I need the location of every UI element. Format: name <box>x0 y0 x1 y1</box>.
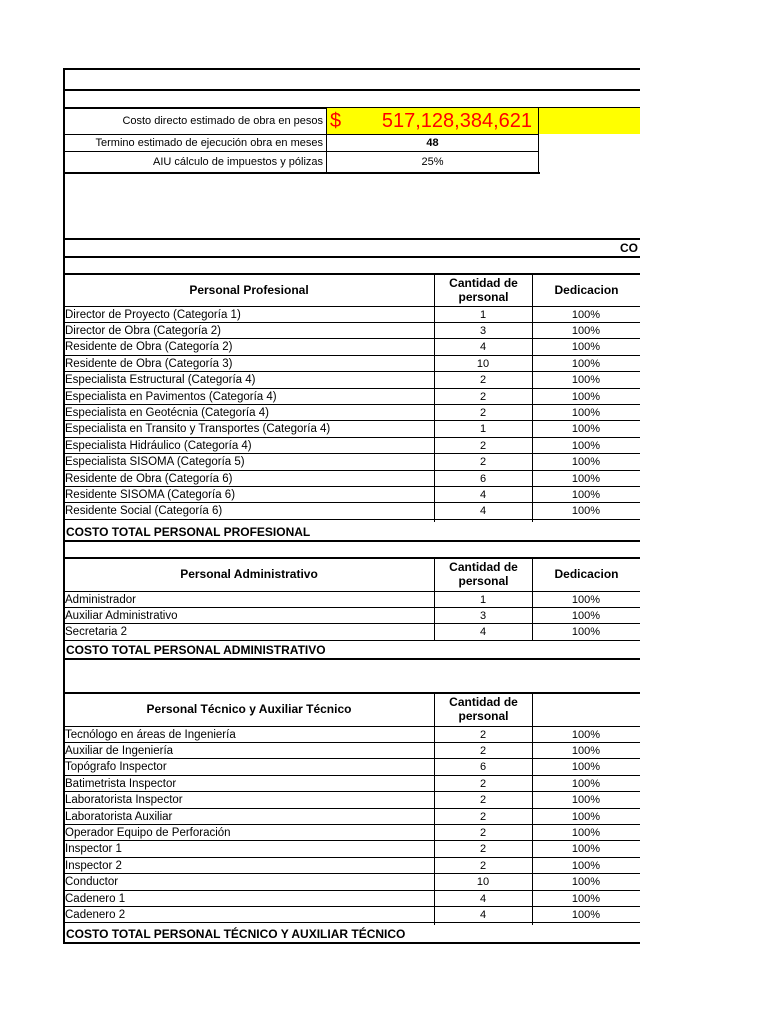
role-name-cell[interactable]: Inspector 2 <box>65 859 122 872</box>
role-name-cell[interactable]: Residente SISOMA (Categoría 6) <box>65 488 236 501</box>
quantity-cell[interactable]: 2 <box>479 728 487 741</box>
role-name-cell[interactable]: Residente de Obra (Categoría 6) <box>65 472 233 485</box>
dedicacion-cell[interactable]: 100% <box>571 626 601 639</box>
quantity-cell[interactable]: 2 <box>479 439 487 452</box>
role-name-cell[interactable]: Especialista en Geotécnia (Categoría 4) <box>65 406 269 419</box>
quantity-cell[interactable]: 6 <box>479 761 487 774</box>
table-row <box>64 625 640 641</box>
quantity-cell[interactable]: 10 <box>476 876 490 889</box>
role-name-cell[interactable]: Conductor <box>65 876 119 889</box>
table-row <box>64 907 640 923</box>
table-row <box>64 487 640 503</box>
table-row <box>64 809 640 825</box>
dedicacion-cell[interactable]: 100% <box>571 777 601 790</box>
role-name-cell[interactable]: Especialista en Transito y Transportes (Categoría 4) <box>65 423 331 436</box>
dedicacion-cell[interactable]: 100% <box>571 324 601 337</box>
role-name-cell[interactable]: Cadenero 2 <box>65 908 126 921</box>
quantity-cell[interactable]: 4 <box>479 505 487 518</box>
dedicacion-cell[interactable]: 100% <box>571 374 601 387</box>
role-name-cell[interactable]: Administrador <box>65 593 136 606</box>
truncated-header: CO <box>620 241 638 255</box>
quantity-cell[interactable]: 2 <box>479 456 487 469</box>
table-row <box>64 592 640 608</box>
table-row <box>64 438 640 454</box>
dedicacion-cell[interactable]: 100% <box>571 892 601 905</box>
quantity-cell[interactable]: 4 <box>479 341 487 354</box>
role-name-cell[interactable]: Auxiliar Administrativo <box>65 609 178 622</box>
dedicacion-cell[interactable]: 100% <box>571 810 601 823</box>
termino-value[interactable]: 48 <box>426 136 439 149</box>
quantity-cell[interactable]: 2 <box>479 390 487 403</box>
total-label: COSTO TOTAL PERSONAL TÉCNICO Y AUXILIAR TÉCNICO <box>66 926 406 941</box>
role-name-cell[interactable]: Operador Equipo de Perforación <box>65 826 231 839</box>
dedicacion-cell[interactable]: 100% <box>571 609 601 622</box>
column-header-role: Personal Profesional <box>189 282 309 297</box>
aiu-label: AIU cálculo de impuestos y pólizas <box>153 155 323 168</box>
quantity-cell[interactable]: 2 <box>479 374 487 387</box>
role-name-cell[interactable]: Especialista Estructural (Categoría 4) <box>65 374 256 387</box>
table-row <box>64 307 640 323</box>
role-name-cell[interactable]: Topógrafo Inspector <box>65 761 167 774</box>
quantity-cell[interactable]: 2 <box>479 777 487 790</box>
dedicacion-cell[interactable]: 100% <box>571 908 601 921</box>
dedicacion-cell[interactable]: 100% <box>571 859 601 872</box>
dedicacion-cell[interactable]: 100% <box>571 357 601 370</box>
role-name-cell[interactable]: Laboratorista Inspector <box>65 794 183 807</box>
table-row <box>64 323 640 339</box>
dedicacion-cell[interactable]: 100% <box>571 308 601 321</box>
quantity-cell[interactable]: 4 <box>479 488 487 501</box>
quantity-cell[interactable]: 1 <box>479 423 487 436</box>
table-row <box>64 760 640 776</box>
aiu-value[interactable]: 25% <box>421 155 444 168</box>
total-label: COSTO TOTAL PERSONAL PROFESIONAL <box>66 524 311 539</box>
quantity-cell[interactable]: 2 <box>479 859 487 872</box>
role-name-cell[interactable]: Residente de Obra (Categoría 3) <box>65 357 233 370</box>
table-row <box>64 356 640 372</box>
column-header-dedicacion: Dedicacion <box>554 566 619 581</box>
role-name-cell[interactable]: Secretaria 2 <box>65 626 128 639</box>
table-row <box>64 422 640 438</box>
dedicacion-cell[interactable]: 100% <box>571 794 601 807</box>
quantity-cell[interactable]: 3 <box>479 609 487 622</box>
dedicacion-cell[interactable]: 100% <box>571 439 601 452</box>
table-row <box>64 776 640 792</box>
quantity-cell[interactable]: 1 <box>479 308 487 321</box>
quantity-cell[interactable]: 1 <box>479 593 487 606</box>
role-name-cell[interactable]: Residente Social (Categoría 6) <box>65 505 223 518</box>
quantity-cell[interactable]: 2 <box>479 843 487 856</box>
column-header-qty: Cantidad de personal <box>449 694 518 723</box>
quantity-cell[interactable]: 6 <box>479 472 487 485</box>
sheet-rule <box>63 89 640 91</box>
table-row <box>64 875 640 891</box>
table-row <box>64 825 640 841</box>
role-name-cell[interactable]: Especialista SISOMA (Categoría 5) <box>65 456 245 469</box>
role-name-cell[interactable]: Director de Proyecto (Categoría 1) <box>65 308 241 321</box>
role-name-cell[interactable]: Especialista en Pavimentos (Categoría 4) <box>65 390 277 403</box>
dedicacion-cell[interactable]: 100% <box>571 472 601 485</box>
table-row <box>64 471 640 487</box>
table-row <box>64 455 640 471</box>
quantity-cell[interactable]: 2 <box>479 794 487 807</box>
quantity-cell[interactable]: 4 <box>479 892 487 905</box>
table-row <box>64 793 640 809</box>
role-name-cell[interactable]: Laboratorista Auxiliar <box>65 810 173 823</box>
termino-label: Termino estimado de ejecución obra en meses <box>95 136 323 149</box>
column-header-qty: Cantidad de personal <box>449 275 518 304</box>
dedicacion-cell[interactable]: 100% <box>571 341 601 354</box>
role-name-cell[interactable]: Auxiliar de Ingeniería <box>65 744 174 757</box>
column-header-qty: Cantidad de personal <box>449 559 518 588</box>
dedicacion-cell[interactable]: 100% <box>571 876 601 889</box>
table-row <box>64 373 640 389</box>
total-label: COSTO TOTAL PERSONAL ADMINISTRATIVO <box>66 643 326 657</box>
quantity-cell[interactable]: 4 <box>479 626 487 639</box>
dedicacion-cell[interactable]: 100% <box>571 728 601 741</box>
role-name-cell[interactable]: Tecnólogo en áreas de Ingeniería <box>65 728 236 741</box>
quantity-cell[interactable]: 2 <box>479 406 487 419</box>
column-header-role: Personal Administrativo <box>180 566 318 581</box>
dedicacion-cell[interactable]: 100% <box>571 843 601 856</box>
quantity-cell[interactable]: 10 <box>476 357 490 370</box>
dedicacion-cell[interactable]: 100% <box>571 593 601 606</box>
costo-label: Costo directo estimado de obra en pesos <box>122 114 323 127</box>
dedicacion-cell[interactable]: 100% <box>571 744 601 757</box>
sheet-top-border <box>63 68 640 70</box>
costo-value[interactable]: 517,128,384,621 <box>381 110 532 132</box>
table-row <box>64 727 640 743</box>
quantity-cell[interactable]: 2 <box>479 810 487 823</box>
currency-symbol: $ <box>330 110 342 132</box>
column-header-dedicacion <box>533 694 640 725</box>
dedicacion-cell[interactable]: 100% <box>571 505 601 518</box>
quantity-cell[interactable]: 2 <box>479 744 487 757</box>
table-row <box>64 608 640 624</box>
dedicacion-cell[interactable]: 100% <box>571 761 601 774</box>
role-name-cell[interactable]: Residente de Obra (Categoría 2) <box>65 341 233 354</box>
table-row <box>64 340 640 356</box>
table-row <box>64 842 640 858</box>
table-row <box>64 743 640 759</box>
dedicacion-cell[interactable]: 100% <box>571 406 601 419</box>
quantity-cell[interactable]: 2 <box>479 826 487 839</box>
quantity-cell[interactable]: 4 <box>479 908 487 921</box>
dedicacion-cell[interactable]: 100% <box>571 488 601 501</box>
role-name-cell[interactable]: Director de Obra (Categoría 2) <box>65 324 221 337</box>
table-row <box>64 405 640 421</box>
role-name-cell[interactable]: Batimetrista Inspector <box>65 777 177 790</box>
role-name-cell[interactable]: Cadenero 1 <box>65 892 126 905</box>
table-row <box>64 389 640 405</box>
dedicacion-cell[interactable]: 100% <box>571 390 601 403</box>
table-row <box>64 858 640 874</box>
column-header-role: Personal Técnico y Auxiliar Técnico <box>146 701 352 716</box>
table-row <box>64 504 640 520</box>
dedicacion-cell[interactable]: 100% <box>571 826 601 839</box>
dedicacion-cell[interactable]: 100% <box>571 423 601 436</box>
role-name-cell[interactable]: Especialista Hidráulico (Categoría 4) <box>65 439 252 452</box>
quantity-cell[interactable]: 3 <box>479 324 487 337</box>
column-header-dedicacion: Dedicacion <box>554 282 619 297</box>
table-row <box>64 891 640 907</box>
role-name-cell[interactable]: Inspector 1 <box>65 843 122 856</box>
dedicacion-cell[interactable]: 100% <box>571 456 601 469</box>
